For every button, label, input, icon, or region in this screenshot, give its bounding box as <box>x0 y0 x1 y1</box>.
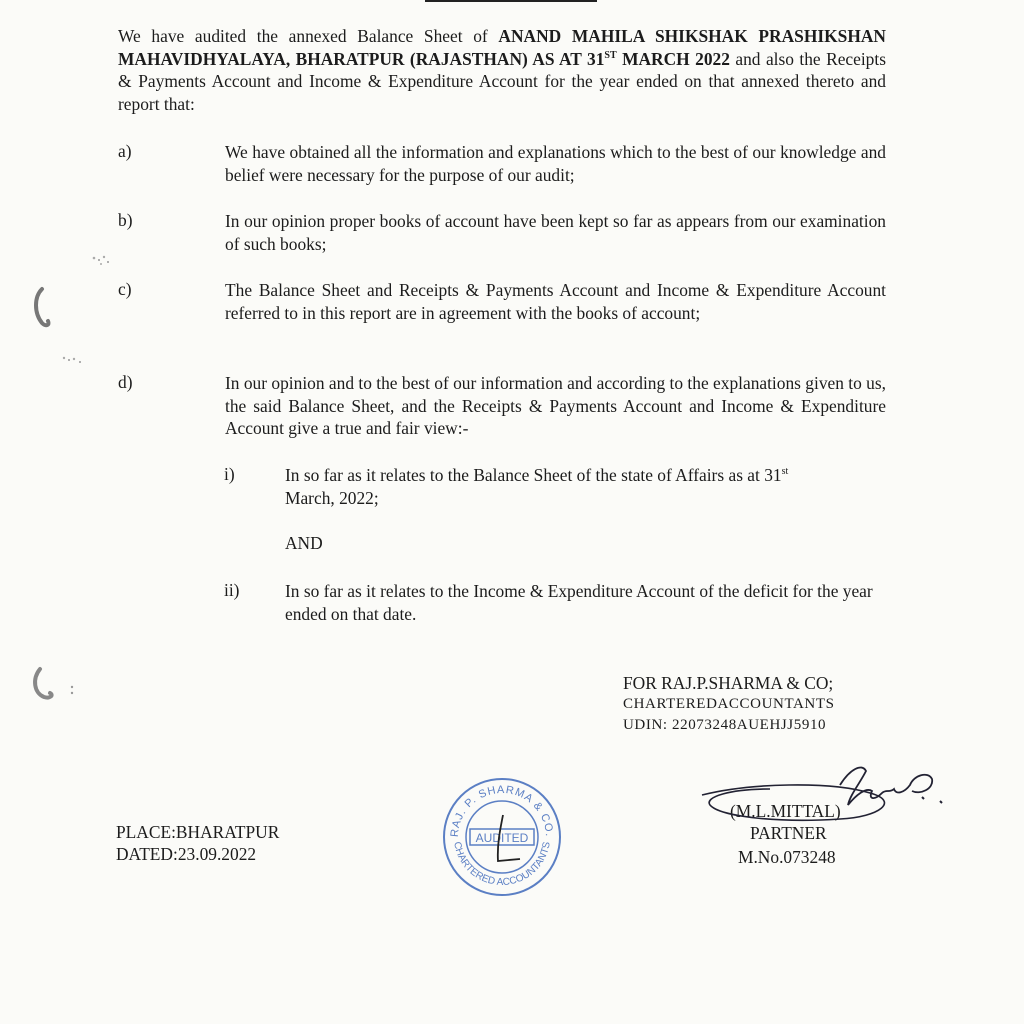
item-marker-a: a) <box>118 141 132 161</box>
firm-designation: CHARTEREDACCOUNTANTS <box>623 696 835 712</box>
item-text-a: We have obtained all the information and explanations which to the best of our knowledge and belief were necessary for the purpose of our audit; <box>225 142 886 185</box>
svg-text:CHARTERED ACCOUNTANTS: CHARTERED ACCOUNTANTS <box>451 840 553 889</box>
institution-name: ANAND MAHILA SHIKSHAK PRASHIKSHAN MAHAVIDHYALAYA, BHARATPUR (RAJASTHAN) AS AT 31ST MARCH 2022 <box>118 26 886 69</box>
udin-number: UDIN: 22073248AUEHJJ5910 <box>623 717 827 733</box>
svg-text:RAJ. P. SHARMA & CO.: RAJ. P. SHARMA & CO. <box>448 783 556 838</box>
scan-speckle-2 <box>58 350 88 370</box>
top-underline <box>425 0 597 2</box>
firm-block <box>623 673 835 736</box>
subitem-marker-i: i) <box>224 464 235 484</box>
subitem-text-i: In so far as it relates to the Balance Sheet of the state of Affairs as at 31st March, 2022; <box>285 465 789 508</box>
handwritten-signature <box>690 755 955 835</box>
scan-speckle-1 <box>88 250 118 270</box>
signatory-name: (M.L.MITTAL) <box>730 801 841 821</box>
item-text-b: In our opinion proper books of account have been kept so far as appears from our examination of such books; <box>225 211 886 254</box>
item-text-c: The Balance Sheet and Receipts & Payments Account and Income & Expenditure Account referred to in this report are in agreement with the books of account; <box>225 280 886 323</box>
subitem-marker-ii: ii) <box>224 580 240 600</box>
intro-text-start: We have audited the annexed Balance Sheet of <box>118 26 499 46</box>
subitem-text-ii: In so far as it relates to the Income & Expenditure Account of the deficit for the year ended on that date. <box>285 581 873 624</box>
item-marker-b: b) <box>118 210 133 230</box>
stamp-center-text: AUDITED <box>475 831 529 845</box>
and-connector: AND <box>285 533 323 553</box>
membership-number: M.No.073248 <box>738 847 836 867</box>
scan-mark-1 <box>28 285 58 330</box>
date-text: DATED:23.09.2022 <box>116 844 257 864</box>
item-text-d: In our opinion and to the best of our information and according to the explanations given to us, the said Balance Sheet, and the Receipts & Payments Account and Income & Expenditure Account give a true and fair view:- <box>225 373 886 438</box>
scan-mark-2 <box>28 665 78 705</box>
place-date-block <box>116 821 279 865</box>
intro-text-end: and also the Receipts & Payments Account and Income & Expenditure Account for the year ended on that annexed thereto and report that: <box>118 48 886 114</box>
signatory-role: PARTNER <box>750 823 827 843</box>
place-text: PLACE:BHARATPUR <box>116 822 280 842</box>
intro-paragraph <box>118 25 886 115</box>
firm-name: FOR RAJ.P.SHARMA & CO; <box>623 673 834 693</box>
item-marker-d: d) <box>118 372 133 392</box>
item-marker-c: c) <box>118 279 132 299</box>
audited-stamp <box>440 775 565 900</box>
